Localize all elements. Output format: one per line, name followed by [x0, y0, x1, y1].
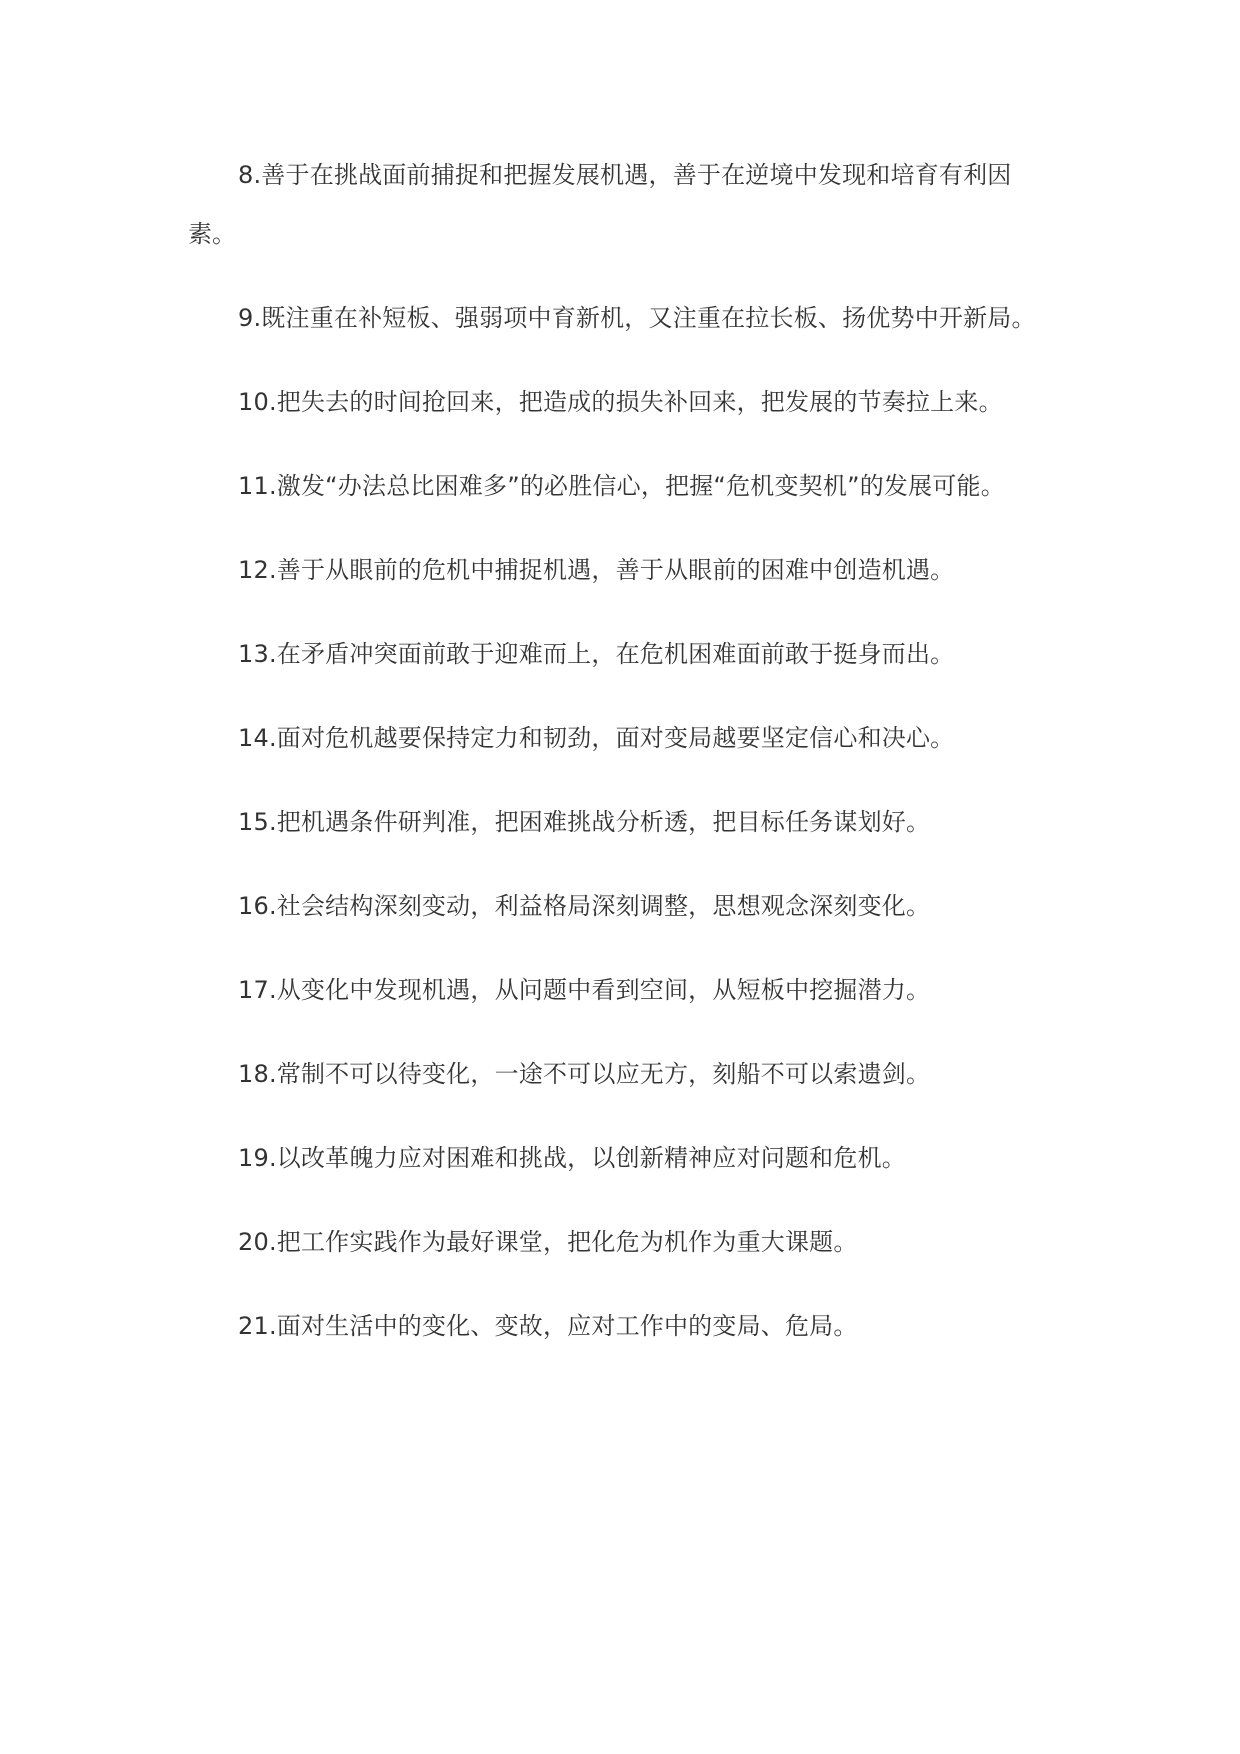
paragraph-20: 20.把工作实践作为最好课堂，把化危为机作为重大课题。 [238, 1228, 858, 1256]
paragraph-21: 21.面对生活中的变化、变故，应对工作中的变局、危局。 [238, 1312, 858, 1340]
paragraph-10: 10.把失去的时间抢回来，把造成的损失补回来，把发展的节奏拉上来。 [238, 388, 1003, 416]
paragraph-11: 11.激发“办法总比困难多”的必胜信心，把握“危机变契机”的发展可能。 [238, 472, 1005, 500]
paragraph-18: 18.常制不可以待变化，一途不可以应无方，刻船不可以索遗剑。 [238, 1060, 931, 1088]
paragraph-12: 12.善于从眼前的危机中捕捉机遇，善于从眼前的困难中创造机遇。 [238, 556, 955, 584]
paragraph-8-line-1: 8.善于在挑战面前捕捉和把握发展机遇，善于在逆境中发现和培育有利因 [238, 161, 1012, 189]
paragraph-15: 15.把机遇条件研判准，把困难挑战分析透，把目标任务谋划好。 [238, 808, 931, 836]
paragraph-8-line-2: 素。 [188, 220, 236, 248]
paragraph-19: 19.以改革魄力应对困难和挑战，以创新精神应对问题和危机。 [238, 1144, 906, 1172]
paragraph-9: 9.既注重在补短板、强弱项中育新机，又注重在拉长板、扬优势中开新局。 [238, 304, 1036, 332]
paragraph-16: 16.社会结构深刻变动，利益格局深刻调整，思想观念深刻变化。 [238, 892, 931, 920]
paragraph-14: 14.面对危机越要保持定力和韧劲，面对变局越要坚定信心和决心。 [238, 724, 955, 752]
paragraph-17: 17.从变化中发现机遇，从问题中看到空间，从短板中挖掘潜力。 [238, 976, 931, 1004]
paragraph-13: 13.在矛盾冲突面前敢于迎难而上，在危机困难面前敢于挺身而出。 [238, 640, 955, 668]
